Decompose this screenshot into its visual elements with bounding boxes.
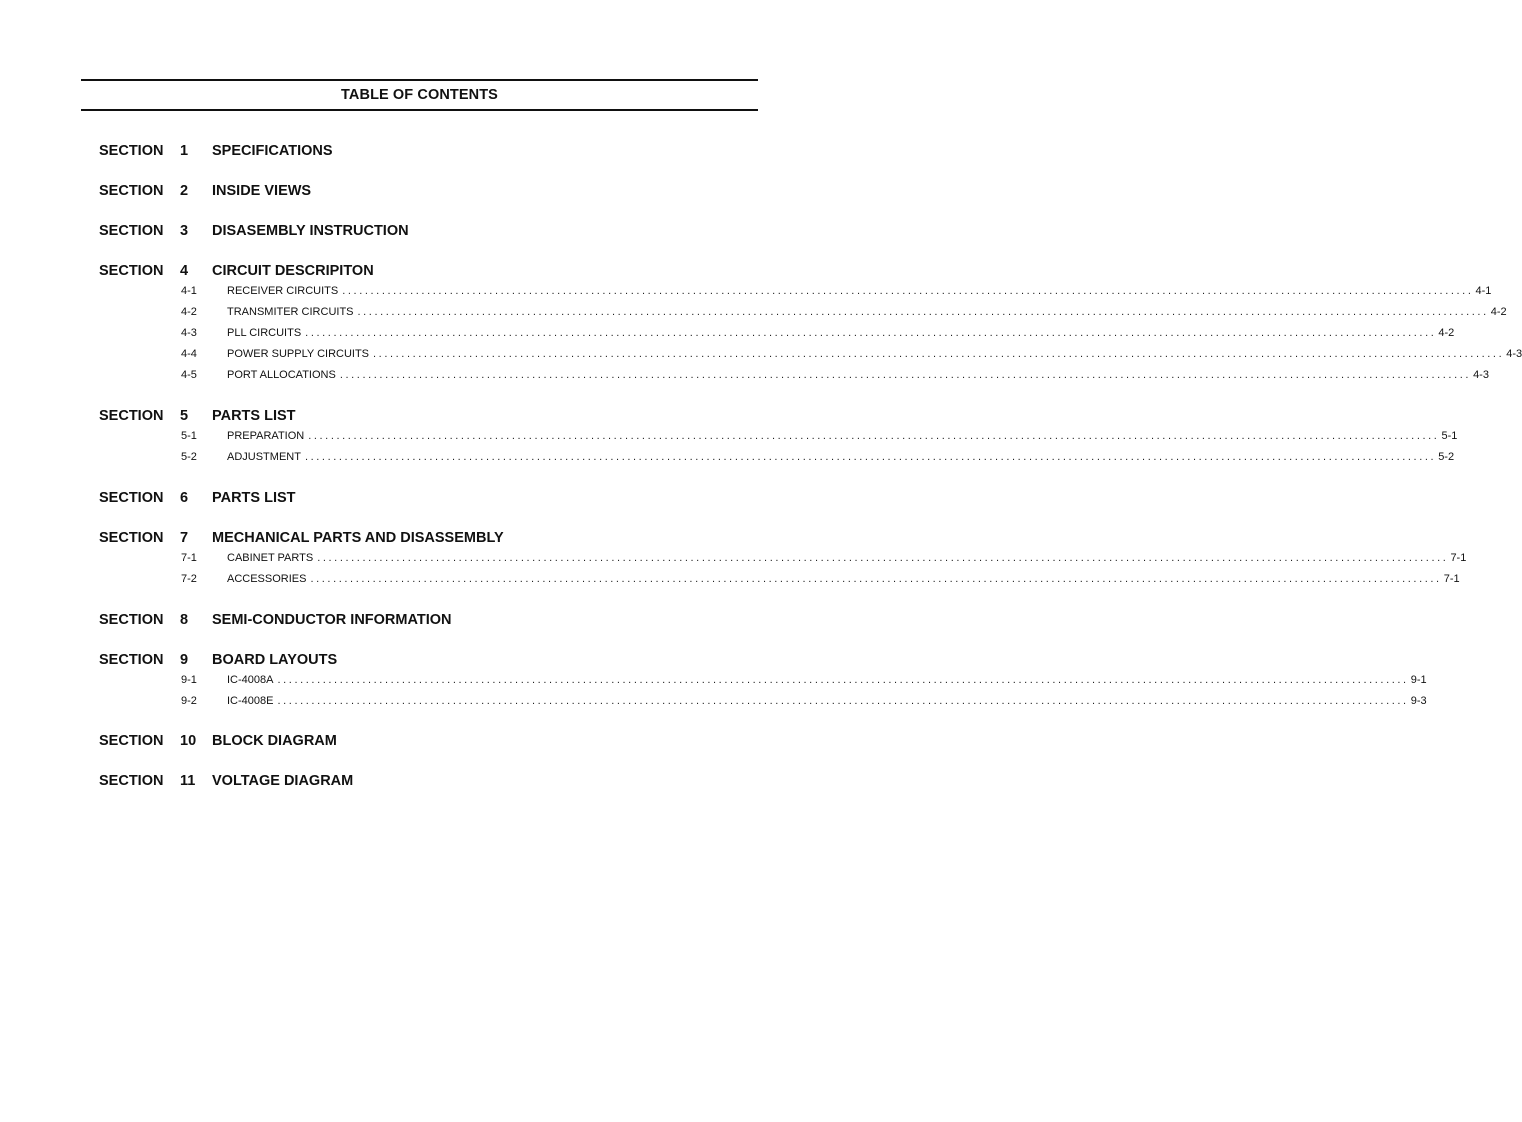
toc-section — [0, 408, 1458, 468]
dot-leader: ........................................................................................................................................................................................................ — [373, 348, 1505, 360]
section-title: DISASEMBLY INSTRUCTION — [212, 223, 409, 239]
section-heading[interactable] — [0, 143, 797, 161]
section-number: 2 — [180, 183, 189, 199]
subsection-line — [227, 306, 1507, 318]
toc-section — [0, 530, 1467, 590]
subsection-line — [227, 451, 1455, 463]
page-number: 9-1 — [1410, 674, 1427, 686]
section-title: INSIDE VIEWS — [212, 183, 312, 199]
dot-leader: ........................................................................................................................................................................................................ — [277, 695, 1409, 707]
subsection-title: IC-4008A — [227, 674, 274, 686]
subsection-number: 4-2 — [181, 306, 197, 318]
subsection-line — [227, 327, 1455, 339]
section-title: BLOCK DIAGRAM — [212, 733, 337, 749]
section-number: 10 — [180, 733, 197, 749]
toc-entry[interactable] — [0, 548, 1467, 569]
dot-leader: ........................................................................................................................................................................................................ — [342, 285, 1474, 297]
toc-entry[interactable] — [0, 281, 1492, 302]
section-heading[interactable] — [0, 773, 797, 791]
toc-section — [0, 263, 1522, 386]
subsection-title: PORT ALLOCATIONS — [227, 369, 336, 381]
section-number: 3 — [180, 223, 189, 239]
section-heading[interactable] — [0, 530, 797, 548]
subsection-title: PLL CIRCUITS — [227, 327, 302, 339]
dot-leader: ........................................................................................................................................................................................................ — [317, 552, 1449, 564]
section-title: SEMI-CONDUCTOR INFORMATION — [212, 612, 452, 628]
subsection-title: PREPARATION — [227, 430, 305, 442]
section-label: SECTION — [99, 773, 164, 789]
section-title: VOLTAGE DIAGRAM — [212, 773, 354, 789]
section-number: 8 — [180, 612, 189, 628]
bottom-rule — [81, 109, 758, 111]
toc-section — [0, 652, 1427, 712]
section-heading[interactable] — [0, 408, 797, 426]
toc-entry[interactable] — [0, 691, 1427, 712]
section-title: PARTS LIST — [212, 490, 296, 506]
page-number: 4-2 — [1438, 327, 1455, 339]
toc-entry[interactable] — [0, 365, 1489, 386]
toc-entry[interactable] — [0, 447, 1455, 468]
section-label: SECTION — [99, 612, 164, 628]
section-number: 6 — [180, 490, 189, 506]
page-number: 4-1 — [1475, 285, 1492, 297]
subsection-number: 4-4 — [181, 348, 197, 360]
section-heading[interactable] — [0, 490, 797, 508]
page-number: 4-2 — [1490, 306, 1507, 318]
dot-leader: ........................................................................................................................................................................................................ — [305, 327, 1437, 339]
page-number: 7-1 — [1450, 552, 1467, 564]
toc-section — [0, 183, 797, 201]
toc-section — [0, 733, 797, 751]
toc-entry[interactable] — [0, 323, 1455, 344]
section-label: SECTION — [99, 733, 164, 749]
subsection-title: POWER SUPPLY CIRCUITS — [227, 348, 370, 360]
subsection-number: 5-2 — [181, 451, 197, 463]
subsection-line — [227, 573, 1460, 585]
subsection-line — [227, 674, 1427, 686]
toc-entry[interactable] — [0, 569, 1460, 590]
subsection-number: 4-3 — [181, 327, 197, 339]
section-title: CIRCUIT DESCRIPITON — [212, 263, 374, 279]
dot-leader: ........................................................................................................................................................................................................ — [310, 573, 1442, 585]
section-title: PARTS LIST — [212, 408, 296, 424]
subsection-title: ADJUSTMENT — [227, 451, 301, 463]
dot-leader: ........................................................................................................................................................................................................ — [339, 369, 1472, 381]
section-label: SECTION — [99, 652, 164, 668]
dot-leader: ........................................................................................................................................................................................................ — [277, 674, 1409, 686]
toc-section — [0, 612, 797, 630]
page-number: 9-3 — [1410, 695, 1427, 707]
page-number: 7-1 — [1443, 573, 1460, 585]
section-heading[interactable] — [0, 223, 797, 241]
toc-section — [0, 143, 797, 161]
section-number: 11 — [180, 773, 196, 789]
section-label: SECTION — [99, 223, 164, 239]
subsection-number: 7-2 — [181, 573, 197, 585]
subsection-number: 4-5 — [181, 369, 197, 381]
page-number: 5-1 — [1441, 430, 1458, 442]
section-number: 5 — [180, 408, 189, 424]
section-label: SECTION — [99, 408, 164, 424]
section-number: 1 — [180, 143, 189, 159]
section-heading[interactable] — [0, 652, 797, 670]
page-number: 5-2 — [1438, 451, 1455, 463]
dot-leader: ........................................................................................................................................................................................................ — [357, 306, 1489, 318]
dot-leader: ........................................................................................................................................................................................................ — [304, 451, 1437, 463]
page-number: 4-3 — [1506, 348, 1522, 360]
toc-entry[interactable] — [0, 302, 1507, 323]
subsection-number: 7-1 — [181, 552, 197, 564]
subsection-title: TRANSMITER CIRCUITS — [227, 306, 354, 318]
page-number: 4-3 — [1473, 369, 1489, 381]
toc-entry[interactable] — [0, 426, 1458, 447]
top-rule — [81, 79, 758, 81]
section-label: SECTION — [99, 143, 164, 159]
section-label: SECTION — [99, 183, 164, 199]
subsection-line — [227, 348, 1522, 360]
page-title: TABLE OF CONTENTS — [341, 87, 498, 103]
toc-section — [0, 773, 797, 791]
section-number: 4 — [180, 263, 189, 279]
subsection-title: RECEIVER CIRCUITS — [227, 285, 339, 297]
section-label: SECTION — [99, 490, 164, 506]
subsection-line — [227, 552, 1467, 564]
subsection-line — [227, 369, 1489, 381]
section-title: BOARD LAYOUTS — [212, 652, 338, 668]
toc-entry[interactable] — [0, 344, 1522, 365]
subsection-number: 5-1 — [181, 430, 197, 442]
subsection-line — [227, 430, 1458, 442]
subsection-number: 4-1 — [181, 285, 197, 297]
section-number: 9 — [180, 652, 189, 668]
section-heading[interactable] — [0, 733, 797, 751]
section-heading[interactable] — [0, 183, 797, 201]
toc-section — [0, 490, 797, 508]
section-heading[interactable] — [0, 263, 797, 281]
section-title: SPECIFICATIONS — [212, 143, 333, 159]
section-number: 7 — [180, 530, 189, 546]
section-title: MECHANICAL PARTS AND DISASSEMBLY — [212, 530, 504, 546]
dot-leader: ........................................................................................................................................................................................................ — [308, 430, 1440, 442]
toc-section — [0, 223, 797, 241]
subsection-number: 9-1 — [181, 674, 197, 686]
subsection-line — [227, 695, 1427, 707]
section-heading[interactable] — [0, 612, 797, 630]
toc-entry[interactable] — [0, 670, 1427, 691]
section-label: SECTION — [99, 530, 164, 546]
subsection-title: ACCESSORIES — [227, 573, 307, 585]
subsection-title: CABINET PARTS — [227, 552, 314, 564]
subsection-line — [227, 285, 1492, 297]
subsection-title: IC-4008E — [227, 695, 274, 707]
subsection-number: 9-2 — [181, 695, 197, 707]
section-label: SECTION — [99, 263, 164, 279]
